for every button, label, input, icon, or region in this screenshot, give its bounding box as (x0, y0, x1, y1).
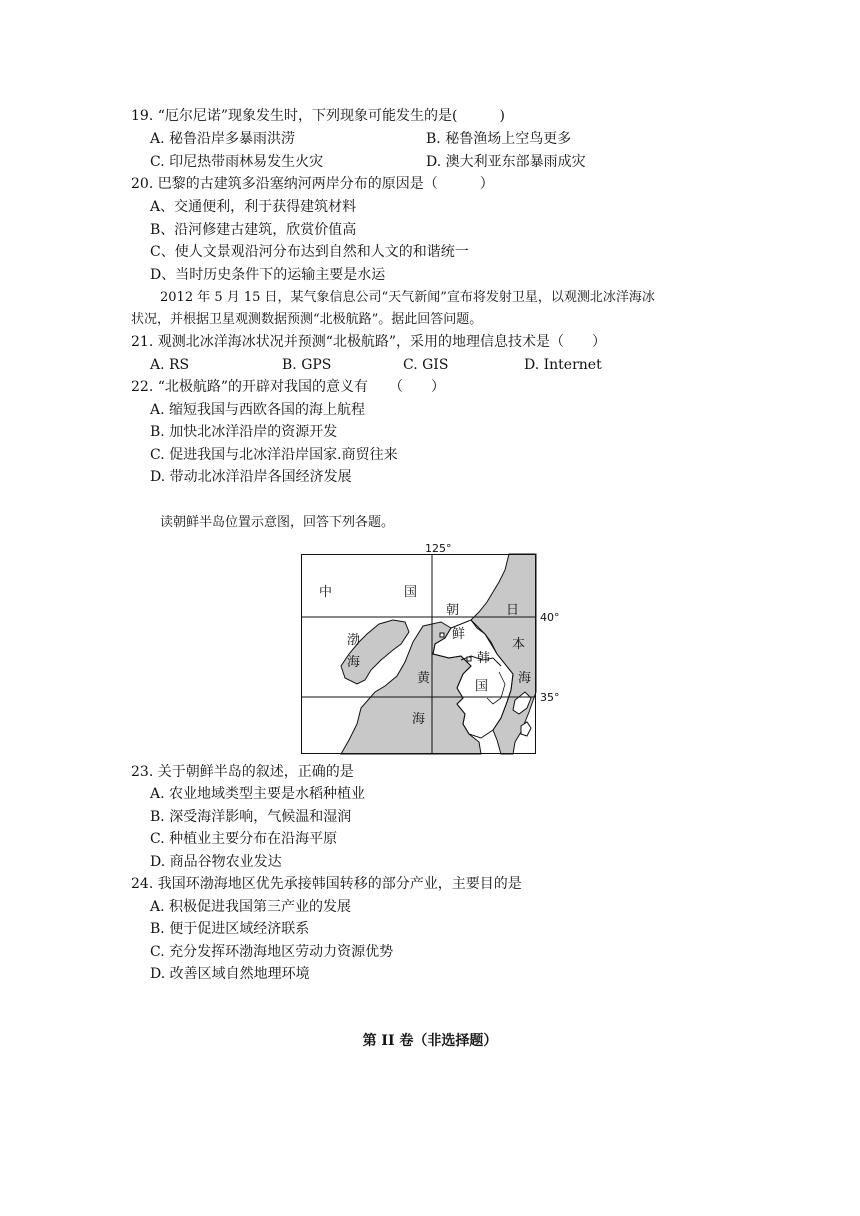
q19-option-c: C. 印尼热带雨林易发生火灾 (150, 154, 324, 170)
q19-stem: 19. “厄尔尼诺”现象发生时，下列现象可能发生的是( ) (131, 108, 505, 124)
q24-option-b: B. 便于促进区域经济联系 (150, 921, 310, 937)
q24-option-a: A. 积极促进我国第三产业的发展 (150, 899, 352, 915)
q21-option-c: C. GIS (403, 357, 449, 373)
label-bohai-1: 渤 (347, 633, 361, 648)
q23-option-b: B. 深受海洋影响，气候温和湿润 (150, 809, 352, 825)
q20-option-c: C、使人文景观沿河分布达到自然和人文的和谐统一 (150, 244, 469, 260)
q22-option-b: B. 加快北冰洋沿岸的资源开发 (150, 424, 338, 440)
q20-option-a: A、交通便利，利于获得建筑材料 (150, 199, 357, 215)
label-japan-sea-2: 本 (512, 637, 526, 652)
label-yellow-sea-1: 黄 (417, 671, 431, 686)
q20-stem: 20. 巴黎的古建筑多沿塞纳河两岸分布的原因是（ ） (131, 176, 494, 192)
q24-option-c: C. 充分发挥环渤海地区劳动力资源优势 (150, 944, 394, 960)
q19-option-d: D. 澳大利亚东部暴雨成灾 (426, 154, 586, 170)
q23-option-d: D. 商品谷物农业发达 (150, 854, 282, 870)
label-yellow-sea-2: 海 (412, 712, 426, 727)
label-south-korea-2: 国 (475, 679, 489, 694)
label-china-1: 中 (319, 585, 333, 600)
q22-option-d: D. 带动北冰洋沿岸各国经济发展 (150, 469, 352, 485)
lon-125-label: 125° (425, 542, 452, 555)
q21-option-b: B. GPS (282, 357, 332, 373)
map-intro: 读朝鲜半岛位置示意图，回答下列各题。 (160, 515, 395, 530)
q19-option-b: B. 秘鲁渔场上空鸟更多 (426, 131, 572, 147)
q20-option-d: D、当时历史条件下的运输主要是水运 (150, 267, 386, 283)
q22-option-c: C. 促进我国与北冰洋沿岸国家.商贸往来 (150, 447, 398, 463)
q19-option-a: A. 秘鲁沿岸多暴雨洪涝 (150, 131, 296, 147)
q20-option-b: B、沿河修建古建筑，欣赏价值高 (150, 222, 357, 238)
label-korea-2: 鲜 (452, 627, 466, 642)
seoul-marker (467, 657, 471, 661)
intro-paragraph-line1: 2012 年 5 月 15 日，某气象信息公司“天气新闻”宣布将发射卫星，以观测北冰洋海冰 (160, 290, 655, 305)
q22-stem: 22. “北极航路”的开辟对我国的意义有 （ ） (131, 379, 446, 395)
q21-option-a: A. RS (150, 357, 190, 373)
label-korea-1: 朝 (446, 603, 460, 618)
korean-peninsula-map (301, 542, 560, 754)
q21-stem: 21. 观测北冰洋海冰状况并预测“北极航路”，采用的地理信息技术是（ ） (131, 334, 607, 350)
q22-option-a: A. 缩短我国与西欧各国的海上航程 (150, 402, 366, 418)
q23-option-a: A. 农业地域类型主要是水稻种植业 (150, 786, 366, 802)
q24-option-d: D. 改善区域自然地理环境 (150, 966, 310, 982)
q23-option-c: C. 种植业主要分布在沿海平原 (150, 831, 338, 847)
label-bohai-2: 海 (347, 655, 361, 670)
label-south-korea-1: 韩 (477, 651, 491, 666)
q24-stem: 24. 我国环渤海地区优先承接韩国转移的部分产业，主要目的是 (131, 876, 522, 892)
lat-40-label: 40° (540, 611, 560, 624)
intro-paragraph-line2: 状况，并根据卫星观测数据预测“北极航路”。据此回答问题。 (131, 312, 483, 327)
lat-35-label: 35° (540, 691, 560, 704)
q23-stem: 23. 关于朝鲜半岛的叙述，正确的是 (131, 764, 354, 780)
label-japan-sea-1: 日 (506, 603, 520, 618)
section-title: 第 II 卷（非选择题） (362, 1033, 498, 1049)
label-japan-sea-3: 海 (518, 671, 532, 686)
q21-option-d: D. Internet (524, 357, 602, 373)
pyongyang-marker (440, 633, 444, 637)
label-china-2: 国 (404, 585, 418, 600)
